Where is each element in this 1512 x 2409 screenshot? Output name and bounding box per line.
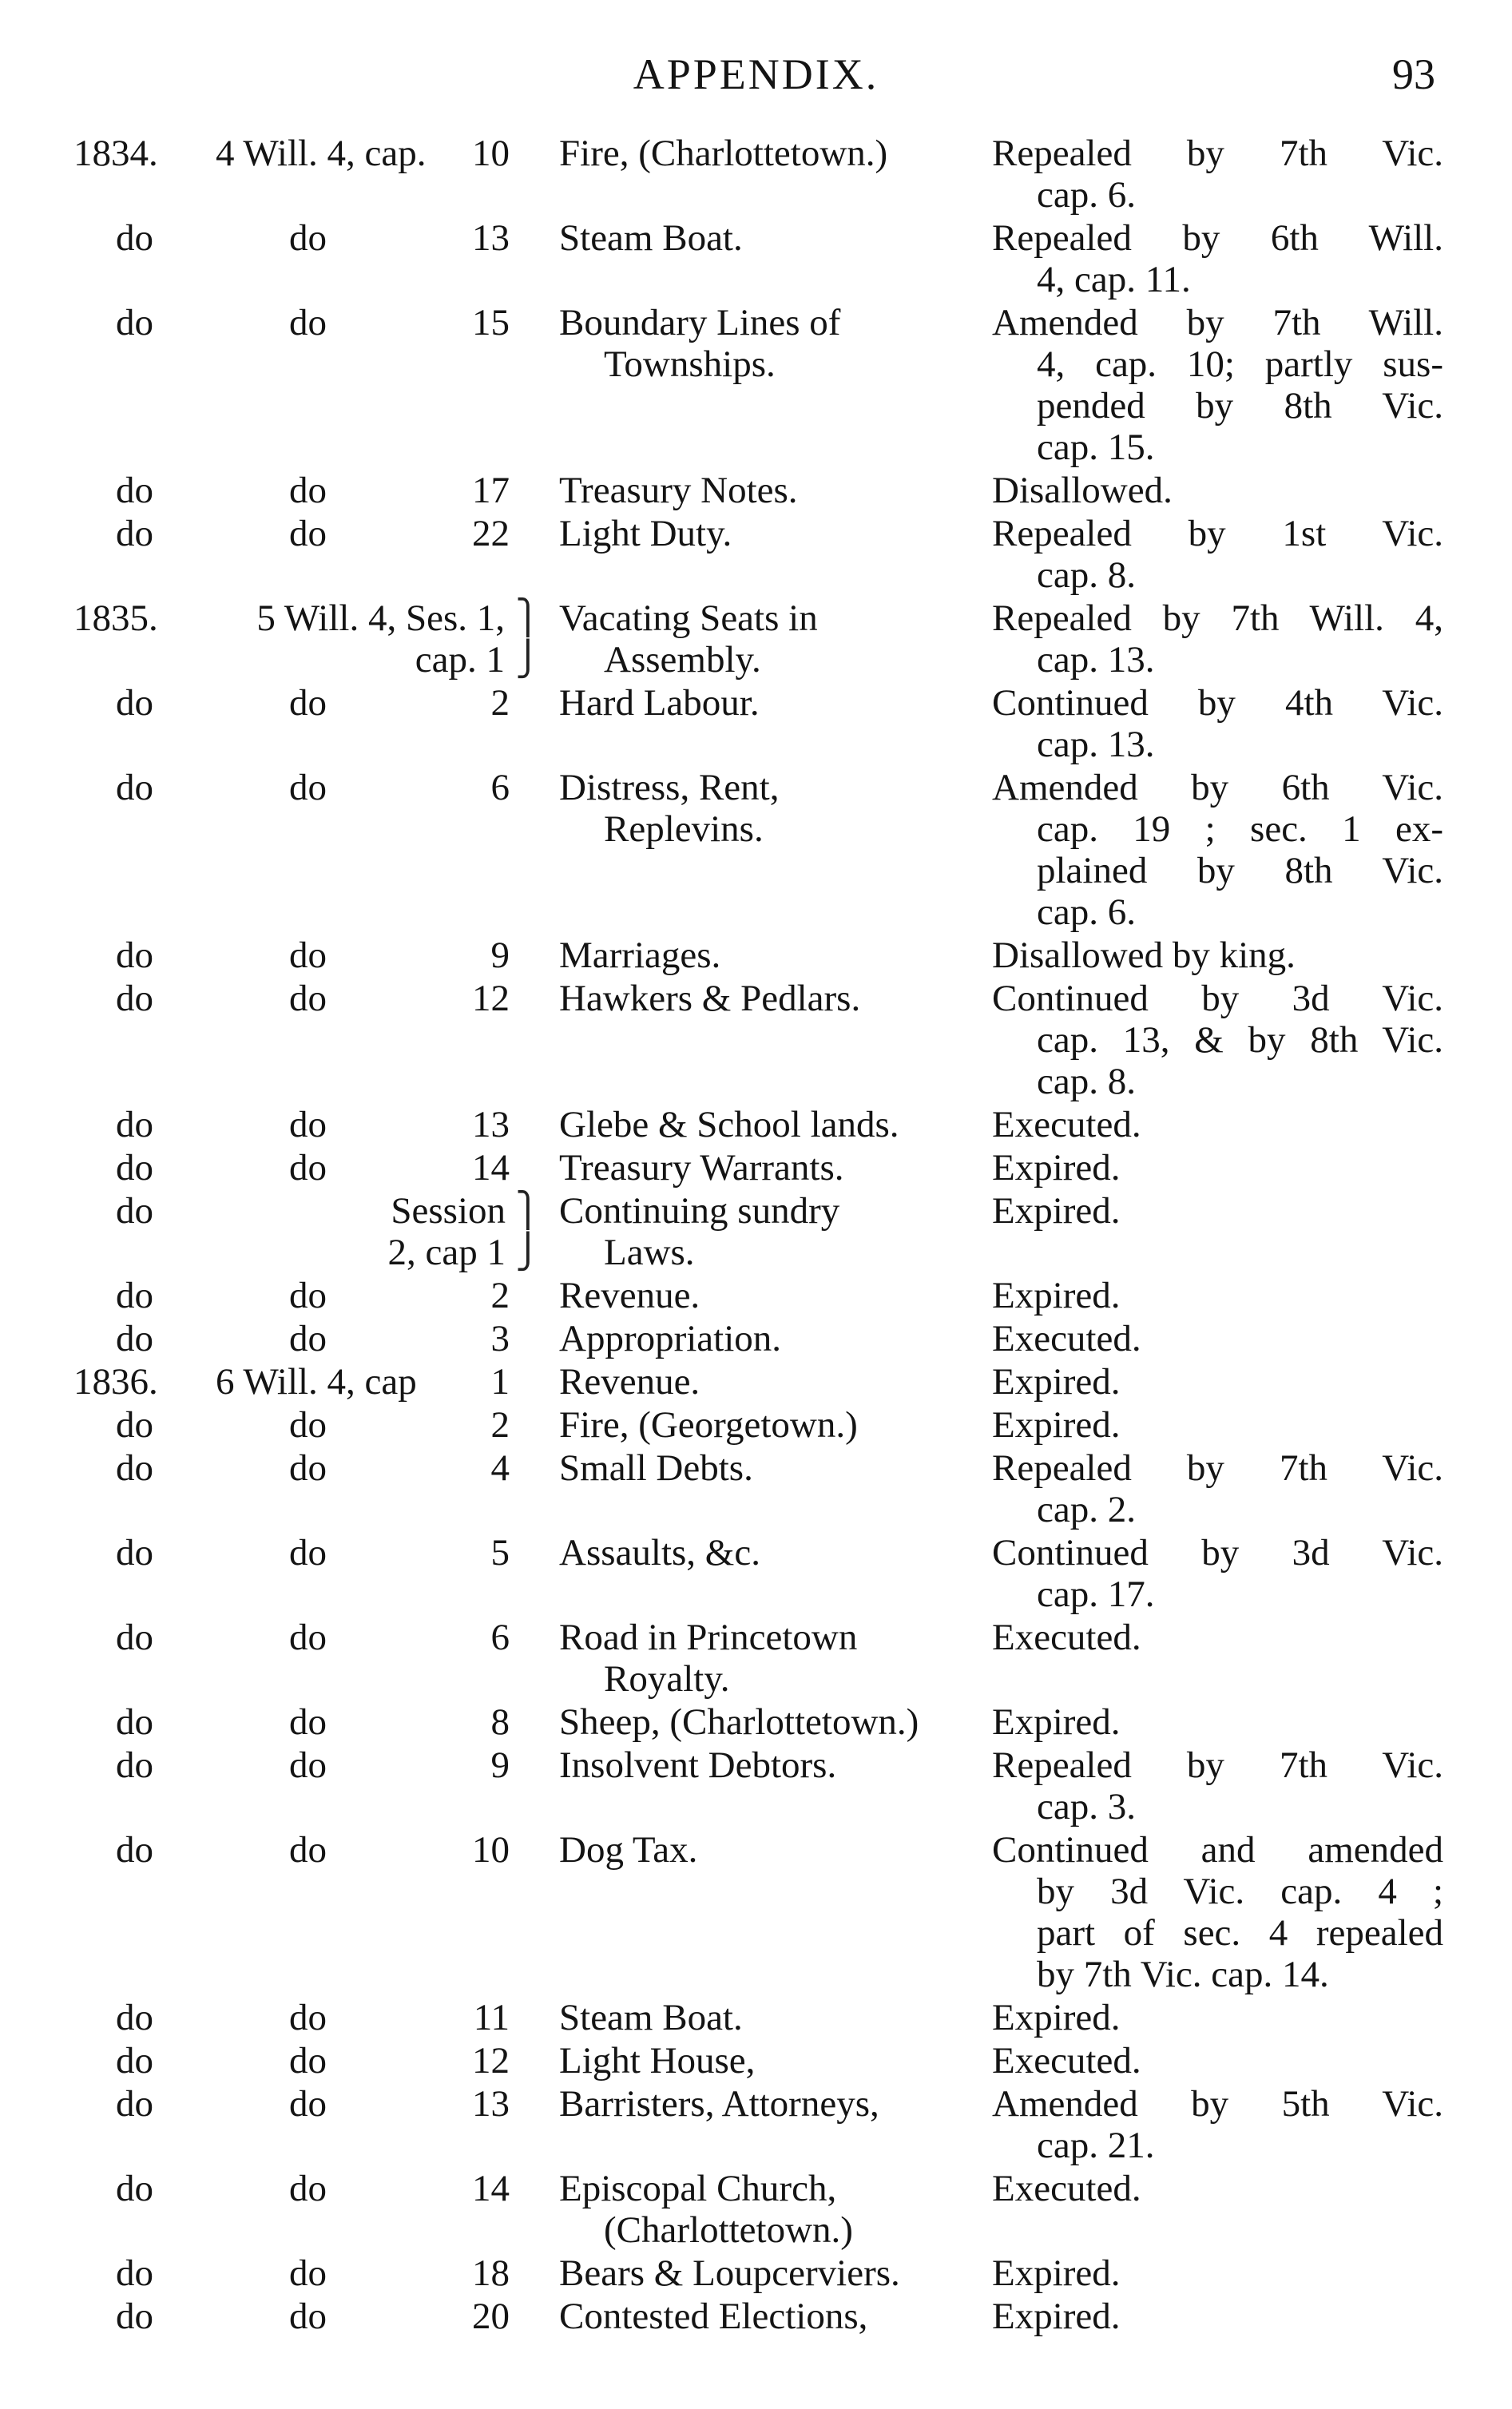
ditto-cell: do (116, 935, 153, 976)
table-row (0, 1701, 1512, 1744)
act-subject (559, 1404, 1006, 1446)
act-subject (559, 470, 1006, 511)
regnal-line: cap. 1 (415, 639, 505, 681)
act-subject (559, 597, 1006, 681)
act-subject (559, 513, 1006, 554)
ditto-cell: do (116, 1617, 153, 1658)
ditto-cell: do (116, 1404, 153, 1446)
table-row (0, 2168, 1512, 2252)
status-line: cap. 8. (1037, 554, 1136, 596)
subject-line: Replevins. (604, 808, 764, 850)
ditto-cell: do (289, 1744, 327, 1786)
chapter-number: 8 (490, 1701, 510, 1743)
table-row (0, 597, 1512, 682)
table-row (0, 1617, 1512, 1701)
subject-line: Assembly. (604, 639, 761, 681)
subject-line: Hard Labour. (559, 682, 760, 724)
subject-line: Vacating Seats in (559, 597, 818, 639)
table-row (0, 1997, 1512, 2040)
act-subject (559, 217, 1006, 259)
running-title: APPENDIX. (633, 50, 879, 98)
chapter-number: 14 (472, 2168, 510, 2209)
act-status (992, 513, 1443, 596)
act-status (992, 2252, 1443, 2294)
subject-line: Townships. (604, 343, 776, 385)
table-row (0, 217, 1512, 302)
ditto-cell: do (116, 2252, 153, 2294)
ditto-cell: do (116, 1997, 153, 2038)
status-line: cap. 13, & by 8th Vic. (1037, 1019, 1443, 1061)
subject-line: Dog Tax. (559, 1829, 698, 1871)
table-row (0, 2252, 1512, 2296)
ditto-cell: do (116, 2296, 153, 2337)
ditto-cell: do (116, 1275, 153, 1316)
act-status (992, 978, 1443, 1102)
year-cell: 1834. (73, 133, 158, 174)
status-line: Disallowed by king. (992, 935, 1296, 976)
act-status (992, 1744, 1443, 1828)
act-subject (559, 1318, 1006, 1359)
chapter-number: 10 (472, 1829, 510, 1871)
status-line: Amended by 7th Will. (992, 302, 1443, 343)
status-line: Repealed by 1st Vic. (992, 513, 1443, 554)
ditto-cell: do (116, 217, 153, 259)
status-line: Amended by 5th Vic. (992, 2083, 1443, 2125)
subject-line: Continuing sundry (559, 1190, 840, 1232)
chapter-number: 9 (490, 935, 510, 976)
status-line: plained by 8th Vic. (1037, 850, 1443, 891)
subject-line: Road in Princetown (559, 1617, 858, 1658)
ditto-cell: do (116, 1190, 153, 1232)
regnal-cell (185, 597, 505, 681)
status-line: Expired. (992, 1404, 1121, 1446)
act-status (992, 1829, 1443, 1995)
table-row (0, 1318, 1512, 1361)
ditto-cell: do (116, 1701, 153, 1743)
chapter-number: 13 (472, 1104, 510, 1145)
act-status (992, 1701, 1443, 1743)
act-subject (559, 1104, 1006, 1145)
chapter-number: 10 (472, 133, 510, 174)
ditto-cell: do (116, 302, 153, 343)
brace-mark: ⎫ ⎭ (515, 1193, 541, 1271)
act-subject (559, 1617, 1006, 1700)
ditto-cell: do (116, 2168, 153, 2209)
ditto-cell: do (289, 682, 327, 724)
status-line: Expired. (992, 1147, 1121, 1189)
status-line: Disallowed. (992, 470, 1173, 511)
status-line: Continued by 3d Vic. (992, 978, 1443, 1019)
table-row (0, 935, 1512, 978)
ditto-cell: do (289, 1701, 327, 1743)
act-status (992, 302, 1443, 468)
chapter-number: 2 (490, 1275, 510, 1316)
chapter-number: 13 (472, 2083, 510, 2125)
status-line: Expired. (992, 1275, 1121, 1316)
chapter-number: 6 (490, 767, 510, 808)
subject-line: Barristers, Attorneys, (559, 2083, 879, 2125)
status-line: pended by 8th Vic. (1037, 385, 1443, 427)
status-line: cap. 6. (1037, 891, 1136, 933)
subject-line: Insolvent Debtors. (559, 1744, 837, 1786)
table-row (0, 1275, 1512, 1318)
status-line: Expired. (992, 2296, 1121, 2337)
table-row (0, 302, 1512, 470)
table-row (0, 1361, 1512, 1404)
act-status (992, 1275, 1443, 1316)
chapter-number: 22 (472, 513, 510, 554)
status-line: Expired. (992, 2252, 1121, 2294)
act-subject (559, 1829, 1006, 1871)
status-line: Repealed by 7th Vic. (992, 133, 1443, 174)
subject-line: Revenue. (559, 1361, 700, 1403)
act-subject (559, 1447, 1006, 1489)
act-subject (559, 767, 1006, 850)
table-row (0, 682, 1512, 767)
ditto-cell: do (289, 1104, 327, 1145)
subject-line: Revenue. (559, 1275, 700, 1316)
subject-line: Assaults, &c. (559, 1532, 760, 1574)
ditto-cell: do (289, 1404, 327, 1446)
status-line: Expired. (992, 1361, 1121, 1403)
subject-line: Sheep, (Charlottetown.) (559, 1701, 919, 1743)
ditto-cell: do (116, 2083, 153, 2125)
status-line: cap. 13. (1037, 639, 1155, 681)
act-status (992, 2168, 1443, 2209)
act-status (992, 1532, 1443, 1615)
act-subject (559, 935, 1006, 976)
chapter-number: 9 (490, 1744, 510, 1786)
ditto-cell: do (116, 978, 153, 1019)
act-status (992, 470, 1443, 511)
act-status (992, 1147, 1443, 1189)
table-row (0, 2296, 1512, 2339)
table-row (0, 2040, 1512, 2083)
ditto-cell: do (289, 1318, 327, 1359)
ditto-cell: do (289, 935, 327, 976)
table-row (0, 1190, 1512, 1275)
act-subject (559, 1147, 1006, 1189)
ditto-cell: do (289, 513, 327, 554)
status-line: Repealed by 7th Vic. (992, 1744, 1443, 1786)
status-line: cap. 17. (1037, 1574, 1155, 1615)
subject-line: Light House, (559, 2040, 756, 2082)
act-status (992, 1361, 1443, 1403)
act-status (992, 767, 1443, 933)
subject-line: Steam Boat. (559, 217, 743, 259)
status-line: 4, cap. 10; partly sus- (1037, 343, 1443, 385)
ditto-cell: do (116, 1744, 153, 1786)
ditto-cell: do (289, 1617, 327, 1658)
table-row (0, 1404, 1512, 1447)
status-line: 4, cap. 11. (1037, 259, 1191, 300)
status-line: by 7th Vic. cap. 14. (1037, 1954, 1329, 1995)
subject-line: Appropriation. (559, 1318, 782, 1359)
act-status (992, 1190, 1443, 1232)
status-line: Continued by 3d Vic. (992, 1532, 1443, 1574)
regnal-line: 5 Will. 4, Ses. 1, (256, 597, 505, 639)
subject-line: Contested Elections, (559, 2296, 868, 2337)
subject-line: Treasury Warrants. (559, 1147, 844, 1189)
ditto-cell: do (289, 1532, 327, 1574)
act-subject (559, 302, 1006, 385)
subject-line: Light Duty. (559, 513, 732, 554)
regnal-cell: 4 Will. 4, cap. (216, 133, 427, 174)
ditto-cell: do (116, 1147, 153, 1189)
ditto-cell: do (289, 767, 327, 808)
chapter-number: 18 (472, 2252, 510, 2294)
regnal-cell: 6 Will. 4, cap (216, 1361, 417, 1403)
act-subject (559, 1701, 1006, 1743)
status-line: cap. 13. (1037, 724, 1155, 765)
act-subject (559, 978, 1006, 1019)
act-status (992, 935, 1443, 976)
chapter-number: 3 (490, 1318, 510, 1359)
ditto-cell: do (289, 2040, 327, 2082)
chapter-number: 15 (472, 302, 510, 343)
ditto-cell: do (289, 978, 327, 1019)
chapter-number: 6 (490, 1617, 510, 1658)
act-subject (559, 2252, 1006, 2294)
subject-line: Treasury Notes. (559, 470, 798, 511)
status-line: Amended by 6th Vic. (992, 767, 1443, 808)
act-status (992, 2083, 1443, 2166)
act-subject (559, 1532, 1006, 1574)
ditto-cell: do (116, 513, 153, 554)
ditto-cell: do (289, 1275, 327, 1316)
subject-line: Fire, (Georgetown.) (559, 1404, 858, 1446)
act-subject (559, 1275, 1006, 1316)
subject-line: Episcopal Church, (559, 2168, 837, 2209)
ditto-cell: do (289, 1447, 327, 1489)
table-row (0, 2083, 1512, 2168)
ditto-cell: do (289, 2083, 327, 2125)
status-line: cap. 6. (1037, 174, 1136, 216)
act-subject (559, 1361, 1006, 1403)
status-line: part of sec. 4 repealed (1037, 1912, 1443, 1954)
status-line: Executed. (992, 1104, 1141, 1145)
act-subject (559, 133, 1006, 174)
chapter-number: 14 (472, 1147, 510, 1189)
page-header (0, 50, 1512, 105)
status-line: Executed. (992, 1617, 1141, 1658)
ditto-cell: do (289, 217, 327, 259)
act-subject (559, 1997, 1006, 2038)
regnal-line: 2, cap 1 (387, 1232, 506, 1273)
act-subject (559, 2040, 1006, 2082)
act-subject (559, 2296, 1006, 2337)
act-status (992, 2296, 1443, 2337)
table-row (0, 513, 1512, 597)
ditto-cell: do (116, 1104, 153, 1145)
chapter-number: 13 (472, 217, 510, 259)
act-status (992, 2040, 1443, 2082)
chapter-number: 12 (472, 978, 510, 1019)
ditto-cell: do (116, 682, 153, 724)
ditto-cell: do (289, 470, 327, 511)
status-line: cap. 8. (1037, 1061, 1136, 1102)
status-line: Continued by 4th Vic. (992, 682, 1443, 724)
ditto-cell: do (289, 302, 327, 343)
table-row (0, 1744, 1512, 1829)
ditto-cell: do (116, 767, 153, 808)
subject-line: Small Debts. (559, 1447, 753, 1489)
table-row (0, 767, 1512, 935)
status-line: Continued and amended (992, 1829, 1443, 1871)
act-status (992, 133, 1443, 216)
ditto-cell: do (116, 1447, 153, 1489)
subject-line: Hawkers & Pedlars. (559, 978, 861, 1019)
status-line: Repealed by 7th Vic. (992, 1447, 1443, 1489)
status-line: cap. 2. (1037, 1489, 1136, 1530)
ditto-cell: do (116, 1829, 153, 1871)
subject-line: Distress, Rent, (559, 767, 780, 808)
chapter-number: 20 (472, 2296, 510, 2337)
table-row (0, 1104, 1512, 1147)
act-status (992, 1404, 1443, 1446)
table-row (0, 1829, 1512, 1997)
status-line: Expired. (992, 1190, 1121, 1232)
chapter-number: 17 (472, 470, 510, 511)
act-status (992, 1318, 1443, 1359)
ditto-cell: do (289, 1147, 327, 1189)
subject-line: Marriages. (559, 935, 721, 976)
chapter-number: 2 (490, 682, 510, 724)
ditto-cell: do (289, 1997, 327, 2038)
chapter-number: 11 (473, 1997, 510, 2038)
subject-line: Laws. (604, 1232, 695, 1273)
year-cell: 1835. (73, 597, 158, 639)
subject-line: Royalty. (604, 1658, 730, 1700)
act-subject (559, 1744, 1006, 1786)
ditto-cell: do (289, 1829, 327, 1871)
status-line: by 3d Vic. cap. 4 ; (1037, 1871, 1443, 1912)
status-line: Expired. (992, 1701, 1121, 1743)
table-row (0, 1532, 1512, 1617)
act-status (992, 682, 1443, 765)
ditto-cell: do (116, 1532, 153, 1574)
ditto-cell: do (289, 2168, 327, 2209)
table-row (0, 1147, 1512, 1190)
acts-table (0, 133, 1512, 2339)
chapter-number: 1 (490, 1361, 510, 1403)
status-line: Executed. (992, 2040, 1141, 2082)
status-line: Expired. (992, 1997, 1121, 2038)
subject-line: Fire, (Charlottetown.) (559, 133, 888, 174)
chapter-number: 2 (490, 1404, 510, 1446)
status-line: cap. 21. (1037, 2125, 1155, 2166)
act-subject (559, 2083, 1006, 2125)
subject-line: (Charlottetown.) (604, 2209, 853, 2251)
ditto-cell: do (289, 2296, 327, 2337)
page-number: 93 (1392, 50, 1435, 98)
ditto-cell: do (289, 2252, 327, 2294)
status-line: cap. 19 ; sec. 1 ex- (1037, 808, 1443, 850)
status-line: cap. 3. (1037, 1786, 1136, 1828)
act-status (992, 597, 1443, 681)
year-cell: 1836. (73, 1361, 158, 1403)
table-row (0, 470, 1512, 513)
act-subject (559, 2168, 1006, 2251)
status-line: cap. 15. (1037, 427, 1155, 468)
chapter-number: 5 (490, 1532, 510, 1574)
table-row (0, 1447, 1512, 1532)
subject-line: Glebe & School lands. (559, 1104, 899, 1145)
act-status (992, 217, 1443, 300)
act-subject (559, 1190, 1006, 1273)
brace-mark: ⎫ ⎭ (515, 600, 541, 678)
subject-line: Bears & Loupcerviers. (559, 2252, 900, 2294)
status-line: Executed. (992, 1318, 1141, 1359)
status-line: Executed. (992, 2168, 1141, 2209)
status-line: Repealed by 7th Will. 4, (992, 597, 1443, 639)
act-status (992, 1104, 1443, 1145)
chapter-number: 4 (490, 1447, 510, 1489)
act-status (992, 1447, 1443, 1530)
table-row (0, 978, 1512, 1104)
regnal-cell (315, 1190, 506, 1273)
chapter-number: 12 (472, 2040, 510, 2082)
status-line: Repealed by 6th Will. (992, 217, 1443, 259)
ditto-cell: do (116, 1318, 153, 1359)
regnal-line: Session (391, 1190, 506, 1232)
table-row (0, 133, 1512, 217)
act-status (992, 1997, 1443, 2038)
ditto-cell: do (116, 470, 153, 511)
act-status (992, 1617, 1443, 1658)
ditto-cell: do (116, 2040, 153, 2082)
subject-line: Boundary Lines of (559, 302, 841, 343)
subject-line: Steam Boat. (559, 1997, 743, 2038)
act-subject (559, 682, 1006, 724)
